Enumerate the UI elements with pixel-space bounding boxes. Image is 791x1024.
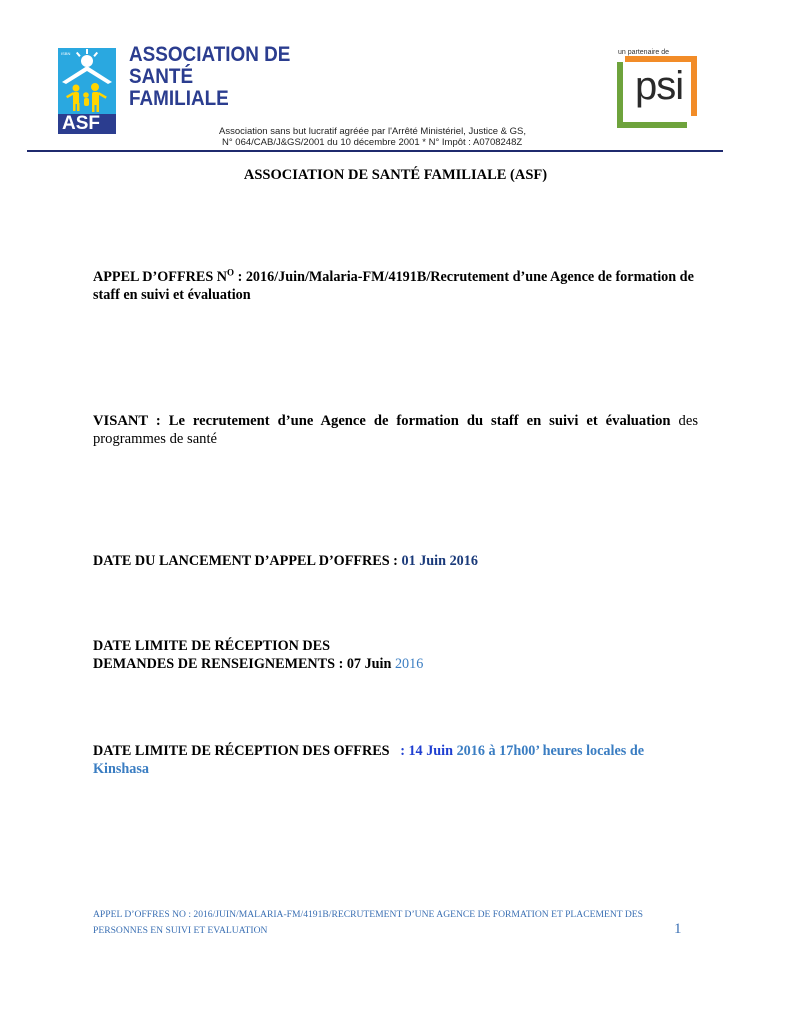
- visant-bold: VISANT : Le recrutement d’une Agence de formation du staff en suivi et évaluation: [93, 413, 671, 429]
- appel-prefix: APPEL D’OFFRES N: [93, 269, 227, 285]
- asf-logo: [58, 48, 116, 134]
- footer-line-2: PERSONNES EN SUIVI ET EVALUATION: [93, 925, 268, 936]
- page-number: 1: [674, 921, 682, 937]
- renseignements-block: [93, 637, 698, 673]
- appel-offres-title: [93, 268, 698, 304]
- org-name: [129, 44, 309, 110]
- visant-normal: des programmes de santé: [93, 413, 699, 447]
- renseignements-line-2: DEMANDES DE RENSEIGNEMENTS : 07 Juin: [93, 656, 392, 672]
- lancement-label: DATE DU LANCEMENT D’APPEL D’OFFRES :: [93, 553, 402, 569]
- renseignements-year: 2016: [391, 656, 424, 672]
- lancement-line: [93, 552, 698, 570]
- psi-wordmark: psi: [635, 64, 684, 108]
- registration-info: [219, 126, 549, 148]
- appel-rest: : 2016/Juin/Malaria-FM/4191B/Recrutement d’une Agence de formation de staff en suivi et évaluation: [93, 269, 694, 303]
- org-name-line-3: FAMILIALE: [129, 87, 229, 110]
- offres-block: [93, 742, 698, 778]
- org-name-line-2: SANTÉ: [129, 65, 194, 88]
- lancement-date: 01 Juin 2016: [401, 553, 478, 569]
- offres-rest: 2016 à 17h00’ heures locales de: [453, 743, 645, 759]
- registration-line-2: N° 064/CAB/J&GS/2001 du 10 décembre 2001 * N° Impôt : A0708248Z: [222, 137, 523, 148]
- footer-line-1: APPEL D’OFFRES NO : 2016/JUIN/MALARIA-FM/4191B/RECRUTEMENT D’UNE AGENCE DE FORMATION ET PLACEMENT DES: [93, 909, 643, 920]
- renseignements-line-1: DATE LIMITE DE RÉCEPTION DES: [93, 638, 331, 654]
- registration-line-1: Association sans but lucratif agréée par l'Arrêté Ministériel, Justice & GS,: [219, 126, 527, 137]
- offres-label: DATE LIMITE DE RÉCEPTION DES OFFRES: [93, 743, 390, 759]
- org-name-line-1: ASSOCIATION DE: [129, 43, 291, 66]
- svg-text:ISBN: ISBN: [61, 51, 71, 56]
- page-footer: [93, 907, 703, 939]
- offres-date: : 14 Juin: [389, 743, 454, 759]
- offres-city: Kinshasa: [93, 761, 149, 777]
- partner-caption: un partenaire de: [618, 49, 669, 56]
- main-heading: ASSOCIATION DE SANTÉ FAMILIALE (ASF): [243, 167, 548, 183]
- psi-logo: [617, 56, 699, 128]
- appel-sup: O: [227, 267, 235, 278]
- asf-badge-text: ASF: [62, 113, 100, 134]
- visant-paragraph: [93, 412, 698, 448]
- header-divider: [27, 150, 723, 152]
